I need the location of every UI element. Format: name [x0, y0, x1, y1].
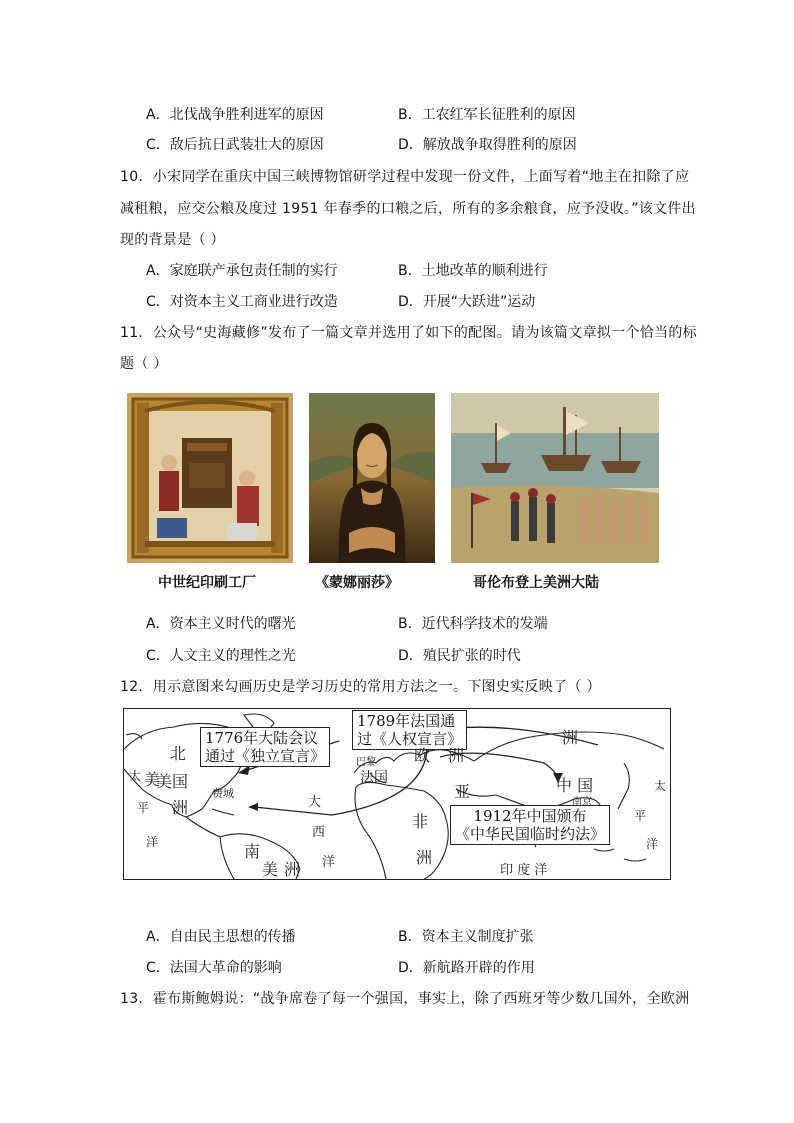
q9-option-a[interactable]: A．北伐战争胜利进军的原因 [146, 107, 324, 123]
box-1776-line2: 通过《独立宣言》 [205, 747, 326, 765]
mona-lisa-picture [309, 393, 435, 563]
label-zhongguo: 中 国 [556, 776, 594, 795]
label-nanjing: 南京 [572, 797, 592, 808]
label-tai-2: 太 [654, 779, 667, 793]
q9-option-b[interactable]: B．工农红军长征胜利的原因 [398, 107, 576, 123]
q9-option-d[interactable]: D．解放战争取得胜利的原因 [398, 137, 577, 153]
q10-option-b[interactable]: B．土地改革的顺利进行 [398, 263, 548, 279]
label-meiguo: 美国 [156, 772, 189, 791]
q10-option-d[interactable]: D．开展“大跃进”运动 [398, 294, 536, 310]
caption-printing-workshop: 中世纪印刷工厂 [158, 575, 256, 591]
label-da: 大 [308, 795, 322, 810]
q12-stem: 12．用示意图来勾画历史是学习历史的常用方法之一。下图史实反映了（ ） [120, 679, 601, 695]
box-1912-constitution [450, 805, 610, 845]
label-zhou-1: 洲 [172, 798, 189, 817]
label-ya: 亚 [454, 782, 471, 801]
q10-stem-line1: 10．小宋同学在重庆中国三峡博物馆研学过程中发现一份文件，上面写着“地主在扣除了应 [120, 169, 690, 185]
label-yindu-yang: 印 度 洋 [500, 863, 548, 878]
label-mei-2: 美 [262, 860, 279, 879]
q10-option-a[interactable]: A．家庭联产承包责任制的实行 [146, 263, 338, 279]
world-map-diagram [123, 708, 671, 880]
caption-columbus: 哥伦布登上美洲大陆 [473, 575, 599, 591]
label-bei: 北 [170, 744, 187, 763]
label-yang-2: 洋 [322, 855, 336, 870]
printing-workshop-picture [127, 393, 293, 563]
label-ping-1: 平 [137, 801, 150, 815]
label-xi: 西 [312, 825, 326, 840]
label-ou: 欧 [414, 746, 431, 765]
q12-option-d[interactable]: D．新航路开辟的作用 [398, 960, 535, 976]
box-1789-line1: 1789年法国通 [357, 712, 456, 730]
label-tai-1: 太 [129, 769, 142, 783]
box-1776-line1: 1776年大陆会议 [205, 729, 319, 747]
label-fei: 非 [412, 812, 429, 831]
q11-stem-line1: 11．公众号“史海藏修”发布了一篇文章并选用了如下的配图。请为该篇文章拟一个恰当的标 [120, 325, 697, 341]
q10-option-c[interactable]: C．对资本主义工商业进行改造 [146, 294, 338, 310]
label-nan: 南 [244, 842, 261, 861]
label-yang-3: 洋 [646, 837, 659, 851]
label-zhou-4: 洲 [416, 848, 433, 867]
q12-option-a[interactable]: A．自由民主思想的传播 [146, 929, 296, 945]
box-1776-declaration [200, 727, 330, 767]
label-yang-1: 洋 [146, 835, 159, 849]
box-1912-line2: 《中华民国临时约法》 [455, 825, 606, 843]
label-zhou-3: 洲 [448, 746, 465, 765]
q11-option-c[interactable]: C．人文主义的理性之光 [146, 648, 296, 664]
box-1912-line1: 1912年中国颁布 [473, 807, 587, 825]
q12-option-b[interactable]: B．资本主义制度扩张 [398, 929, 534, 945]
q10-stem-line2: 减租粮，应交公粮及度过 1951 年春季的口粮之后，所有的多余粮食，应予没收。”该文件出 [120, 201, 696, 217]
q9-option-c[interactable]: C．敌后抗日武装壮大的原因 [146, 137, 324, 153]
q11-stem-line2: 题（ ） [120, 356, 168, 372]
label-ping-2: 平 [634, 809, 647, 823]
q12-option-c[interactable]: C．法国大革命的影响 [146, 960, 282, 976]
box-1789-line2: 过《人权宣言》 [357, 730, 463, 748]
caption-mona-lisa: 《蒙娜丽莎》 [315, 575, 399, 591]
q13-stem-line1: 13．霍布斯鲍姆说：“战争席卷了每一个强国，事实上，除了西班牙等少数几国外，全欧洲 [120, 991, 690, 1007]
label-faguo: 法国 [360, 770, 388, 786]
q11-option-d[interactable]: D．殖民扩张的时代 [398, 648, 521, 664]
q10-stem-line3: 现的背景是（ ） [120, 232, 225, 248]
label-zhou-5: 洲 [562, 728, 579, 747]
columbus-landing-picture [451, 393, 659, 563]
label-bali: 巴黎 [356, 757, 376, 768]
q11-option-a[interactable]: A．资本主义时代的曙光 [146, 616, 296, 632]
label-mei-1: 美 [144, 770, 161, 789]
label-zhou-2: 洲 [284, 860, 301, 879]
label-feicheng: 费城 [212, 787, 234, 800]
q11-option-b[interactable]: B．近代科学技术的发端 [398, 616, 548, 632]
